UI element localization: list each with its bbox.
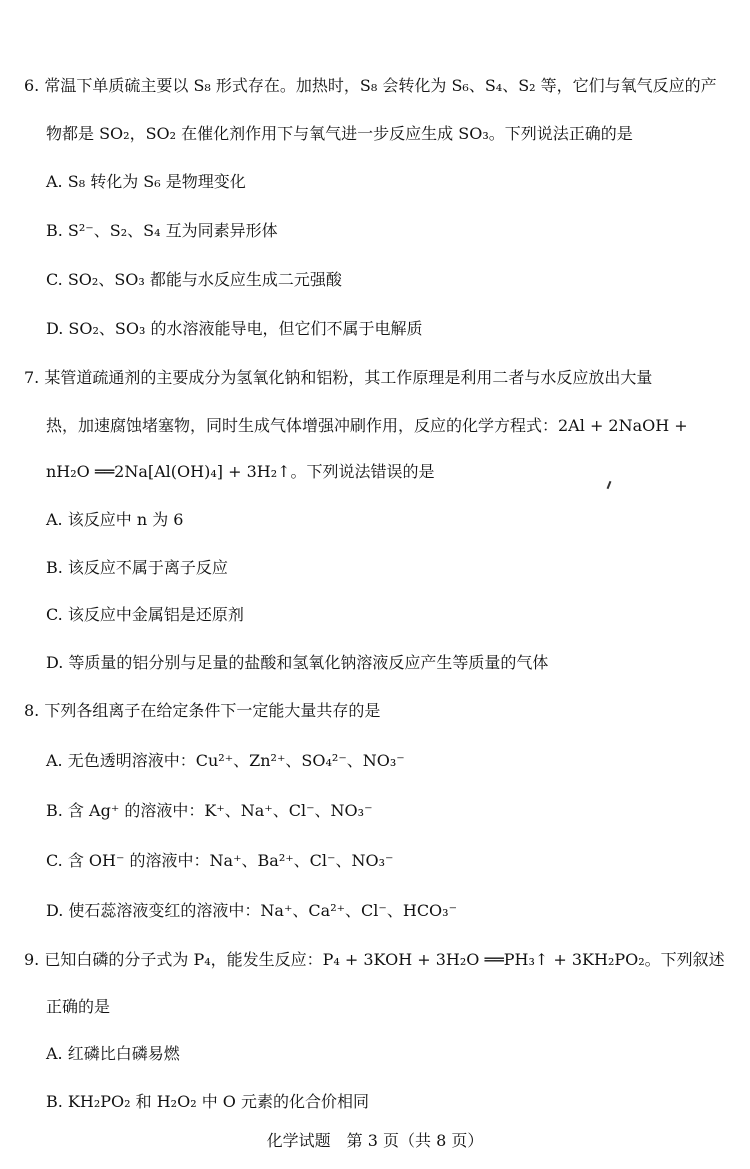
q8-option-b: B. 含 Ag⁺ 的溶液中：K⁺、Na⁺、Cl⁻、NO₃⁻ — [46, 801, 373, 820]
q7-option-a: A. 该反应中 n 为 6 — [46, 510, 184, 529]
q6-stem-line1: 6. 常温下单质硫主要以 S₈ 形式存在。加热时，S₈ 会转化为 S₆、S₄、S₂ 等，它们与氧气反应的产 — [24, 76, 717, 95]
q6-option-d: D. SO₂、SO₃ 的水溶液能导电，但它们不属于电解质 — [46, 319, 423, 338]
q7-stem-line3: nH₂O ══2Na[Al(OH)₄] + 3H₂↑。下列说法错误的是 — [46, 462, 435, 481]
q7-stem-line1: 7. 某管道疏通剂的主要成分为氢氧化钠和铝粉，其工作原理是利用二者与水反应放出大量 — [24, 368, 653, 387]
q7-option-b: B. 该反应不属于离子反应 — [46, 558, 228, 577]
q8-option-c: C. 含 OH⁻ 的溶液中：Na⁺、Ba²⁺、Cl⁻、NO₃⁻ — [46, 851, 394, 870]
q7-option-c: C. 该反应中金属铝是还原剂 — [46, 605, 244, 624]
q6-stem-line2: 物都是 SO₂，SO₂ 在催化剂作用下与氧气进一步反应生成 SO₃。下列说法正确的是 — [46, 124, 633, 143]
q6-option-c: C. SO₂、SO₃ 都能与水反应生成二元强酸 — [46, 270, 342, 289]
q8-stem: 8. 下列各组离子在给定条件下一定能大量共存的是 — [24, 701, 381, 720]
stray-pen-mark — [607, 481, 612, 489]
q9-option-a: A. 红磷比白磷易燃 — [46, 1044, 180, 1063]
q9-stem-line1: 9. 已知白磷的分子式为 P₄，能发生反应：P₄ + 3KOH + 3H₂O ══PH₃↑ + 3KH₂PO₂。下列叙述 — [24, 950, 725, 969]
q6-option-b: B. S²⁻、S₂、S₄ 互为同素异形体 — [46, 221, 278, 240]
q8-option-a: A. 无色透明溶液中：Cu²⁺、Zn²⁺、SO₄²⁻、NO₃⁻ — [46, 751, 405, 770]
q6-option-a: A. S₈ 转化为 S₆ 是物理变化 — [46, 172, 246, 191]
page-footer: 化学试题 第 3 页（共 8 页） — [266, 1131, 484, 1150]
q8-option-d: D. 使石蕊溶液变红的溶液中：Na⁺、Ca²⁺、Cl⁻、HCO₃⁻ — [46, 901, 458, 920]
q9-stem-line2: 正确的是 — [46, 997, 111, 1016]
q7-option-d: D. 等质量的铝分别与足量的盐酸和氢氧化钠溶液反应产生等质量的气体 — [46, 653, 549, 672]
q7-stem-line2: 热，加速腐蚀堵塞物，同时生成气体增强冲刷作用，反应的化学方程式：2Al + 2NaOH + — [46, 416, 688, 435]
q9-option-b: B. KH₂PO₂ 和 H₂O₂ 中 O 元素的化合价相同 — [46, 1092, 369, 1111]
